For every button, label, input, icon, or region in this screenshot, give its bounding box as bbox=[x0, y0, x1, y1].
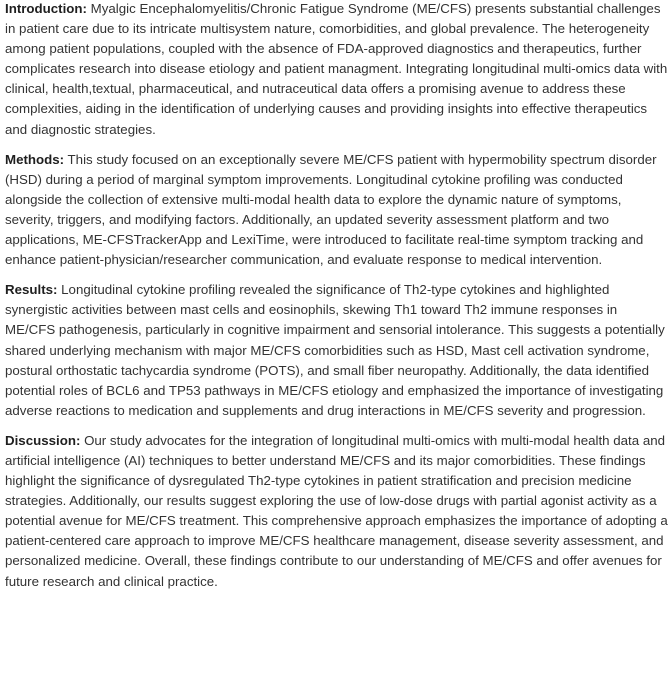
results-body: Longitudinal cytokine profiling revealed the significance of Th2-type cytokines and highlighted synergistic activities between mast cells and eosinophils, skewing Th1 toward Th2 immune responses in ME/CFS pathogenesis, particularly in cognitive impairment and sensorial intolerance. This suggests a potentially shared underlying mechanism with major ME/CFS comorbidities such as HSD, Mast cell activation syndrome, postural orthostatic tachycardia syndrome (POTS), and small fiber neuropathy. Additionally, the data identified potential roles of BCL6 and TP53 pathways in ME/CFS etiology and emphasized the importance of investigating adverse reactions to medication and supplements and drug interactions in ME/CFS severity and progression. bbox=[5, 282, 665, 418]
introduction-body: Myalgic Encephalomyelitis/Chronic Fatigue Syndrome (ME/CFS) presents substantial challenges in patient care due to its intricate multisystem nature, comorbidities, and global prevalence. The heterogeneity among patient populations, coupled with the absence of FDA-approved diagnostics and therapeutics, further complicates research into disease etiology and patient managment. Integrating longitudinal multi-omics data with clinical, health,textual, pharmaceutical, and nutraceutical data offers a promising avenue to address these complexities, aiding in the identification of underlying causes and providing insights into effective therapeutics and diagnostic strategies. bbox=[5, 1, 668, 137]
introduction-section bbox=[5, 0, 671, 140]
methods-body: This study focused on an exceptionally severe ME/CFS patient with hypermobility spectrum disorder (HSD) during a period of marginal symptom improvements. Longitudinal cytokine profiling was conducted alongside the collection of extensive multi-modal health data to explore the dynamic nature of symptoms, severity, triggers, and modifying factors. Additionally, an updated severity assessment platform and two applications, ME-CFSTrackerApp and LexiTime, were introduced to facilitate real-time symptom tracking and enhance patient-physician/researcher communication, and evaluate response to medical intervention. bbox=[5, 151, 657, 268]
discussion-section bbox=[5, 431, 671, 592]
results-section bbox=[5, 280, 671, 421]
discussion-heading: Discussion: bbox=[5, 432, 81, 448]
methods-heading: Methods: bbox=[5, 151, 65, 167]
discussion-body: Our study advocates for the integration of longitudinal multi-omics with multi-modal health data and artificial intelligence (AI) techniques to better understand ME/CFS and its major comorbidities. These findings highlight the significance of dysregulated Th2-type cytokines in patient stratification and precision medicine strategies. Additionally, our results suggest exploring the use of low-dose drugs with partial agonist activity as a potential avenue for ME/CFS treatment. This comprehensive approach emphasizes the importance of adopting a patient-centered care approach to improve ME/CFS healthcare management, disease severity assessment, and personalized medicine. Overall, these findings contribute to our understanding of ME/CFS and offer avenues for future research and clinical practice. bbox=[5, 432, 668, 589]
methods-section bbox=[5, 150, 671, 271]
results-heading: Results: bbox=[5, 282, 58, 298]
introduction-heading: Introduction: bbox=[5, 1, 87, 16]
